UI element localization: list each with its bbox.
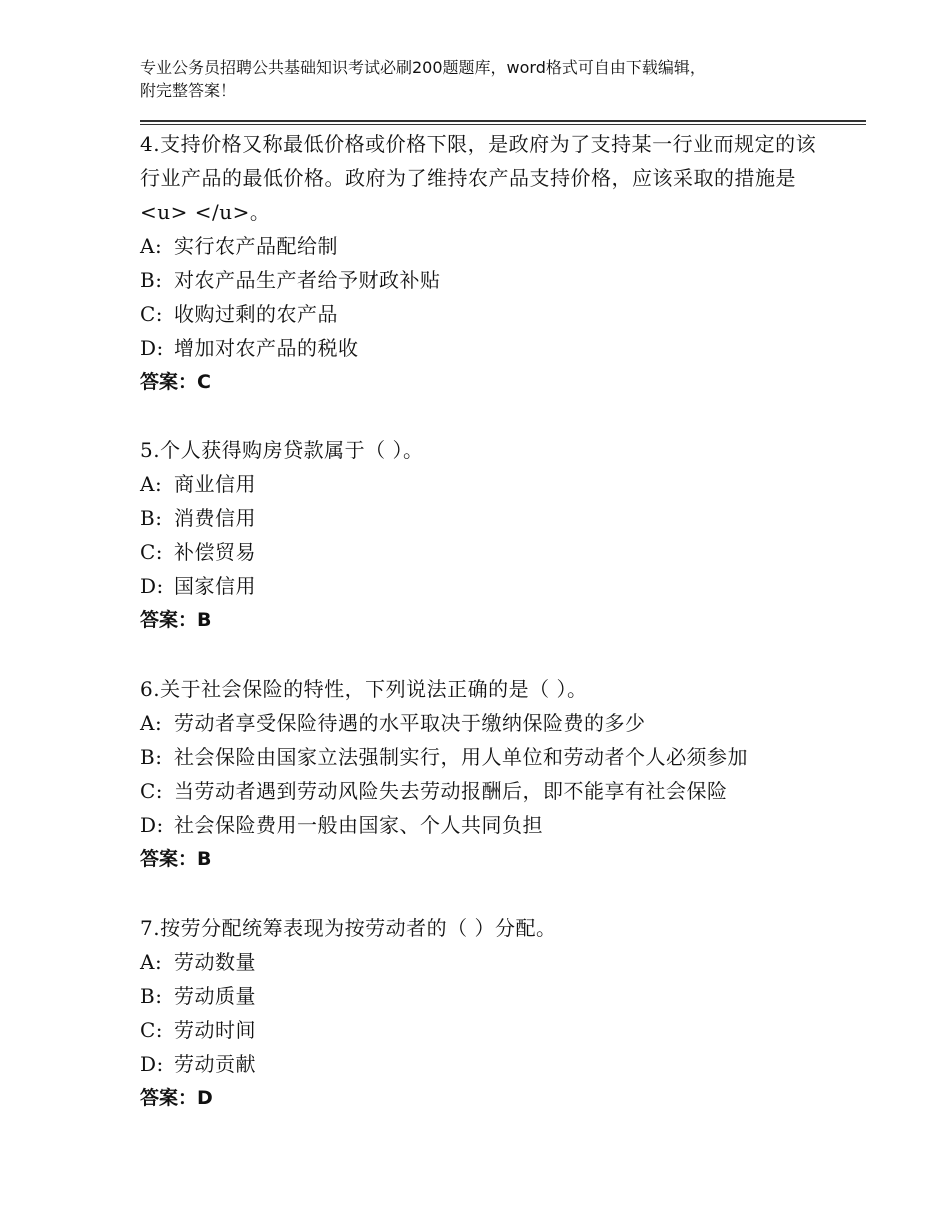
option-letter: A: (140, 711, 163, 735)
option-text: 增加对农产品的税收 (174, 336, 359, 360)
option-a (140, 706, 830, 740)
header-divider-thin (140, 124, 866, 125)
option-b (140, 740, 830, 774)
header-line-2: 附完整答案！ (140, 81, 237, 100)
question-item (140, 911, 830, 1115)
option-a (140, 945, 830, 979)
option-text: 补偿贸易 (174, 540, 256, 564)
option-text: 劳动贡献 (174, 1052, 256, 1076)
option-letter: B: (140, 506, 163, 530)
question-stem: 4.支持价格又称最低价格或价格下限，是政府为了支持某一行业而规定的该行业产品的最低价格。政府为了维持农产品支持价格，应该采取的措施是<u> </u>。 (140, 132, 817, 224)
option-letter: A: (140, 234, 163, 258)
header-divider-thick (140, 120, 866, 122)
question-item (140, 127, 830, 399)
option-c (140, 774, 830, 808)
option-letter: D: (140, 574, 164, 598)
option-text: 劳动者享受保险待遇的水平取决于缴纳保险费的多少 (174, 711, 646, 735)
option-d (140, 569, 830, 603)
option-text: 商业信用 (174, 472, 256, 496)
option-c (140, 535, 830, 569)
option-text: 国家信用 (174, 574, 256, 598)
option-a (140, 229, 830, 263)
option-text: 社会保险由国家立法强制实行，用人单位和劳动者个人必须参加 (174, 745, 748, 769)
option-b (140, 979, 830, 1013)
option-d (140, 331, 830, 365)
option-letter: C: (140, 540, 164, 564)
option-text: 消费信用 (174, 506, 256, 530)
document-header (140, 56, 840, 102)
question-item (140, 433, 830, 637)
option-letter: C: (140, 779, 164, 803)
question-item (140, 672, 830, 876)
option-c (140, 297, 830, 331)
option-letter: A: (140, 472, 163, 496)
answer-line: 答案：D (140, 1087, 213, 1109)
answer-line: 答案：B (140, 848, 212, 870)
option-d (140, 1047, 830, 1081)
header-divider (140, 120, 866, 126)
question-stem: 6.关于社会保险的特性，下列说法正确的是（ ）。 (140, 677, 588, 701)
option-letter: C: (140, 302, 164, 326)
option-letter: D: (140, 1052, 164, 1076)
option-text: 对农产品生产者给予财政补贴 (174, 268, 441, 292)
option-letter: A: (140, 950, 163, 974)
option-b (140, 501, 830, 535)
option-letter: C: (140, 1018, 164, 1042)
header-line-1: 专业公务员招聘公共基础知识考试必刷200题题库，word格式可自由下载编辑， (140, 58, 706, 77)
answer-line: 答案：B (140, 609, 212, 631)
option-c (140, 1013, 830, 1047)
option-a (140, 467, 830, 501)
option-text: 劳动时间 (174, 1018, 256, 1042)
option-b (140, 263, 830, 297)
option-letter: D: (140, 813, 164, 837)
option-text: 劳动数量 (174, 950, 256, 974)
option-text: 当劳动者遇到劳动风险失去劳动报酬后，即不能享有社会保险 (174, 779, 728, 803)
option-text: 收购过剩的农产品 (174, 302, 338, 326)
option-letter: B: (140, 984, 163, 1008)
option-text: 劳动质量 (174, 984, 256, 1008)
option-letter: B: (140, 268, 163, 292)
option-letter: D: (140, 336, 164, 360)
option-d (140, 808, 830, 842)
answer-line: 答案：C (140, 371, 211, 393)
option-letter: B: (140, 745, 163, 769)
option-text: 实行农产品配给制 (174, 234, 338, 258)
option-text: 社会保险费用一般由国家、个人共同负担 (174, 813, 543, 837)
question-stem: 5.个人获得购房贷款属于（ ）。 (140, 438, 424, 462)
question-stem: 7.按劳分配统筹表现为按劳动者的（ ）分配。 (140, 916, 557, 940)
